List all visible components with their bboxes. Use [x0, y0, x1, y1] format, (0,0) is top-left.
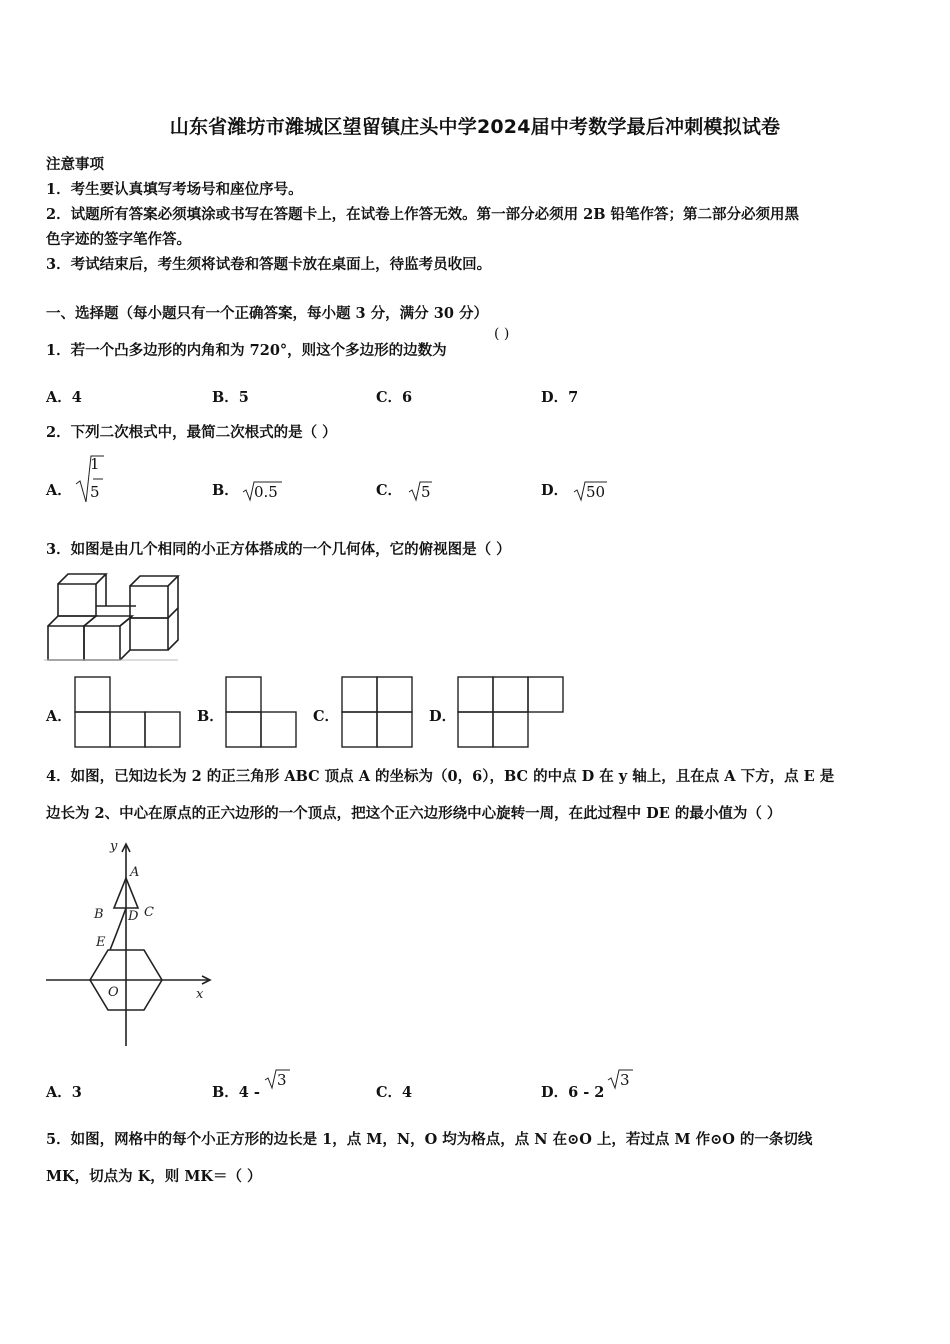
q2-option-d[interactable]: D． [541, 482, 569, 499]
q1-option-a[interactable]: A．4 [46, 389, 82, 406]
q1-option-b[interactable]: B．5 [212, 389, 249, 406]
q1-stem: 1．若一个凸多边形的内角和为 720°，则这个多边形的边数为 [46, 342, 447, 359]
q3-cube-figure [44, 572, 180, 664]
label-o: O [108, 985, 119, 1000]
segment-de [110, 908, 126, 950]
q4-coordinate-figure [44, 838, 216, 1048]
q4-option-a[interactable]: A．3 [46, 1084, 82, 1101]
notice-item-2: 2．试题所有答案必须填涂或书写在答题卡上，在试卷上作答无效。第一部分必须用 2B 铅笔作答；第二部分必须用黑 [46, 206, 800, 223]
q1-paren: ( ) [494, 326, 510, 342]
q4-option-c[interactable]: C．4 [376, 1084, 413, 1101]
notice-item-1: 1．考生要认真填写考场号和座位序号。 [46, 181, 303, 198]
q2-b-radicand: 0.5 [254, 483, 278, 501]
q2-option-c[interactable]: C． [376, 482, 403, 499]
q1-option-d[interactable]: D．7 [541, 389, 579, 406]
q3-option-c-grid[interactable] [341, 676, 415, 748]
label-e: E [96, 935, 106, 950]
label-y: y [110, 839, 118, 854]
q3-option-b-grid[interactable] [225, 676, 299, 748]
q5-stem-line1: 5．如图，网格中的每个小正方形的边长是 1，点 M，N，O 均为格点，点 N 在⊙O 上，若过点 M 作⊙O 的一条切线 [46, 1131, 813, 1148]
q2-a-denominator: 5 [90, 483, 100, 501]
notice-item-2-cont: 色字迹的签字笔作答。 [46, 231, 191, 248]
label-c: C [144, 905, 154, 920]
q3-option-b[interactable]: B． [197, 708, 224, 725]
q5-stem-line2: MK，切点为 K，则 MK＝（ ） [46, 1168, 262, 1185]
notice-heading: 注意事项 [46, 156, 104, 173]
q3-option-c[interactable]: C． [313, 708, 340, 725]
q2-c-radicand: 5 [421, 483, 431, 501]
q3-stem: 3．如图是由几个相同的小正方体搭成的一个几何体，它的俯视图是（ ） [46, 541, 511, 558]
q2-a-numerator: 1 [90, 455, 100, 473]
label-x: x [196, 987, 204, 1002]
label-b: B [94, 907, 104, 922]
section-heading: 一、选择题（每小题只有一个正确答案，每小题 3 分，满分 30 分） [46, 305, 488, 322]
q4-stem-line2: 边长为 2、中心在原点的正六边形的一个顶点，把这个正六边形绕中心旋转一周，在此过程中 DE 的最小值为（ ） [46, 805, 782, 822]
q2-option-b[interactable]: B． [212, 482, 239, 499]
q3-option-d[interactable]: D． [429, 708, 457, 725]
q4-d-radicand: 3 [620, 1071, 630, 1089]
q4-option-b[interactable]: B．4 - [212, 1084, 260, 1101]
label-d: D [128, 909, 139, 924]
q2-stem: 2．下列二次根式中，最简二次根式的是（ ） [46, 424, 337, 441]
q2-option-a[interactable]: A． [46, 482, 72, 499]
q4-b-radicand: 3 [277, 1071, 287, 1089]
q3-option-a-grid[interactable] [74, 676, 182, 748]
q4-stem-line1: 4．如图，已知边长为 2 的正三角形 ABC 顶点 A 的坐标为（0，6），BC 的中点 D 在 y 轴上，且在点 A 下方，点 E 是 [46, 768, 835, 785]
notice-item-3: 3．考试结束后，考生须将试卷和答题卡放在桌面上，待监考员收回。 [46, 256, 492, 273]
page-title: 山东省潍坊市潍城区望留镇庄头中学2024届中考数学最后冲刺模拟试卷 [169, 116, 781, 138]
q2-d-radicand: 50 [586, 483, 606, 501]
q3-option-d-grid[interactable] [457, 676, 565, 748]
q1-option-c[interactable]: C．6 [376, 389, 413, 406]
q4-option-d[interactable]: D．6 - 2 [541, 1084, 605, 1101]
label-a: A [130, 865, 140, 880]
q3-option-a[interactable]: A． [46, 708, 72, 725]
